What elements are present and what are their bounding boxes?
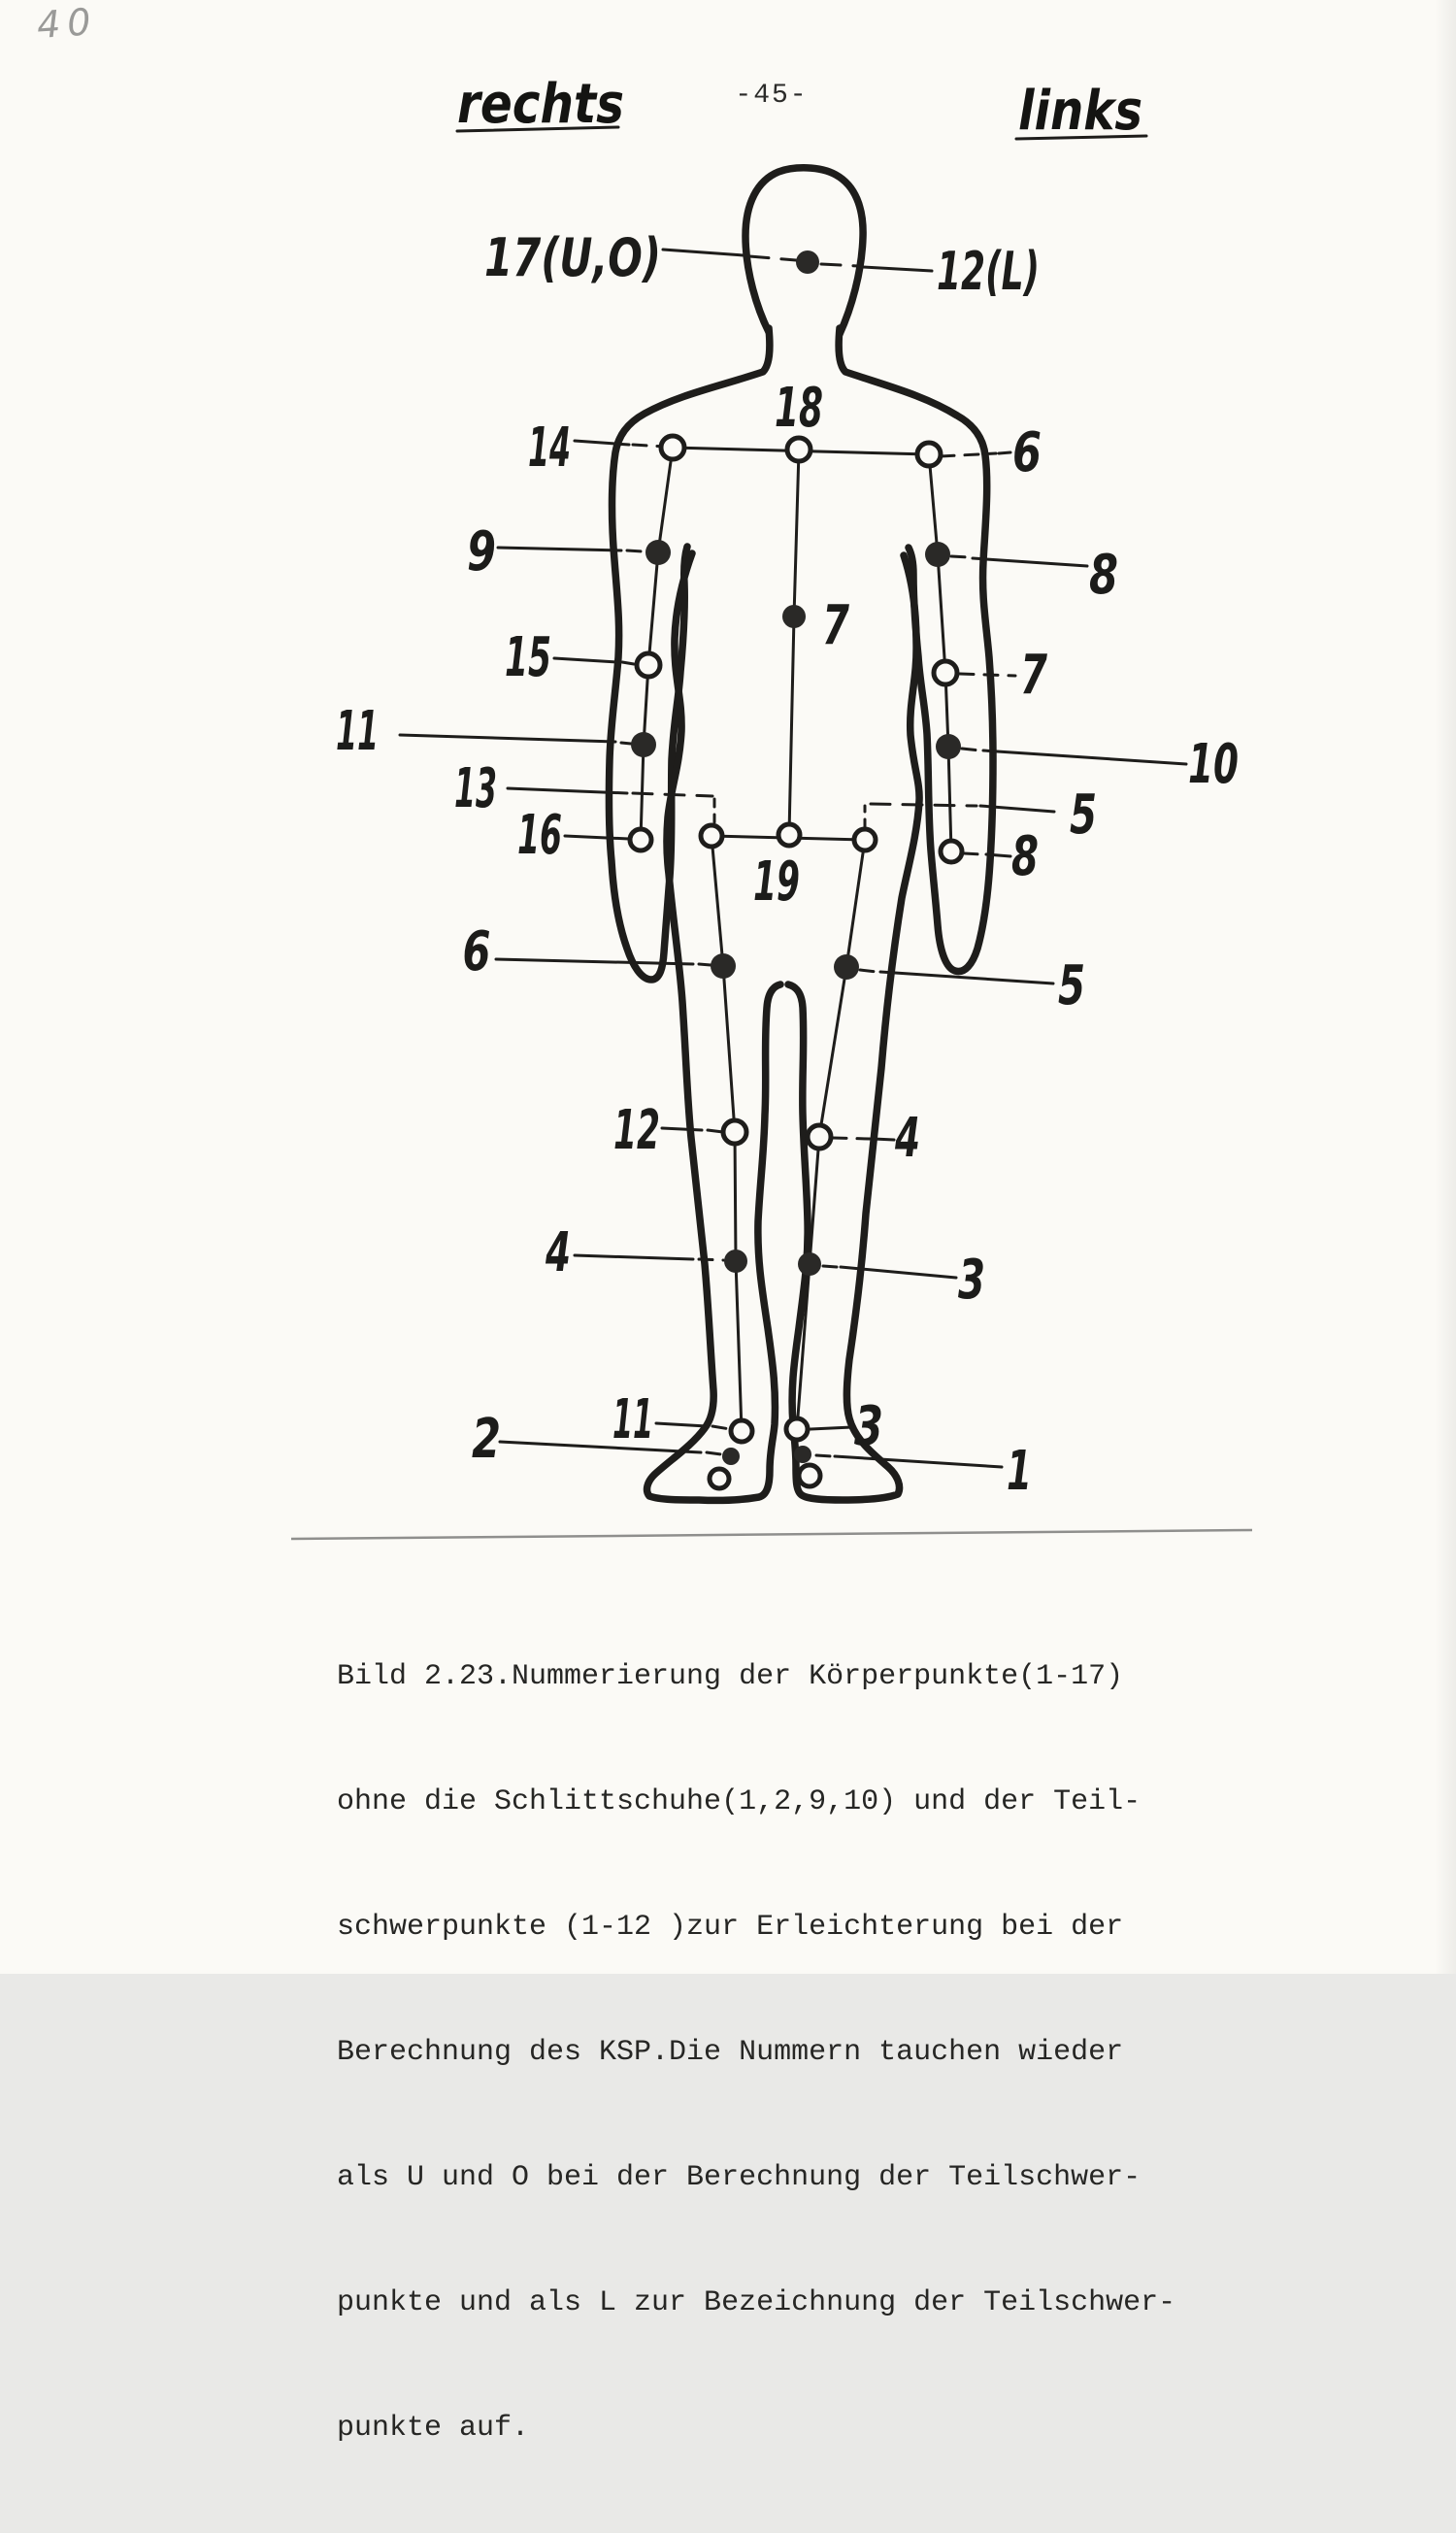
handwritten-page-number: 40 [35, 0, 99, 48]
leader-knee-l-dash [833, 1138, 870, 1139]
heading-rechts: rechts [457, 73, 624, 136]
skeleton-spine-line [789, 450, 799, 834]
leader-upper-arm-r [498, 548, 621, 550]
leader-knee-r [662, 1128, 702, 1130]
leader-hip-r-dash-h [633, 793, 712, 796]
joint-hip-right [701, 825, 722, 847]
point-forearm-right [631, 732, 656, 757]
label-ankle-left-3: 3 [854, 1395, 883, 1458]
leader-hip-l-dash-h [871, 804, 976, 806]
label-forearm-right-11: 11 [336, 700, 379, 763]
caption-line: punkte und als L zur Bezeichnung der Teilschwer- [337, 2286, 1176, 2319]
joint-heel-right [710, 1469, 729, 1488]
skeleton-left-arm-chain [929, 454, 951, 851]
leader-elbow-r-dash [622, 662, 634, 664]
joint-pelvis-center [778, 824, 800, 846]
leader-knee-l [874, 1139, 894, 1140]
point-head [796, 250, 819, 274]
joint-ankle-left [786, 1418, 808, 1440]
label-chest-7: 7 [822, 594, 850, 657]
label-calf-left-3: 3 [958, 1249, 985, 1312]
leader-calf-r [575, 1255, 693, 1259]
heading-links: links [1018, 80, 1142, 143]
label-hip-right-13: 13 [454, 757, 497, 820]
joint-knee-left [808, 1125, 831, 1149]
joint-ankle-right [731, 1420, 752, 1442]
label-elbow-right-15: 15 [505, 626, 551, 689]
leader-forearm-r [400, 735, 615, 742]
body-outline-head [745, 168, 863, 334]
scan-edge-shading [1435, 0, 1456, 1974]
body-outline-left-arm [609, 328, 770, 980]
point-calf-left [798, 1252, 821, 1276]
caption-line: ohne die Schlittschuhe(1,2,9,10) und der Teil- [337, 1785, 1142, 1818]
caption-line: Bild 2.23.Nummerierung der Körperpunkte(1-17) [337, 1660, 1124, 1693]
leader-shoulder-l [999, 452, 1010, 453]
label-thigh-right-6: 6 [462, 920, 491, 983]
leader-thigh-l-dash [860, 970, 877, 972]
caption-line: als U und O bei der Berechnung der Teilschwer- [337, 2161, 1142, 2194]
point-upper-arm-right [645, 540, 671, 565]
leader-head-l [862, 267, 932, 271]
label-ankle-right-11: 11 [612, 1388, 653, 1451]
point-thigh-right [711, 953, 736, 979]
point-calf-right [724, 1250, 747, 1273]
point-thigh-left [834, 954, 859, 980]
label-hip-left-5: 5 [1070, 783, 1097, 847]
label-foot-left-1: 1 [1007, 1440, 1032, 1503]
leader-thigh-l [880, 972, 1053, 983]
leader-elbow-r [554, 658, 617, 662]
figure-caption [337, 1573, 1210, 2533]
leader-elbow-l-dash [960, 674, 1015, 676]
joint-wrist-left [941, 841, 962, 862]
label-calf-right-4: 4 [545, 1221, 571, 1284]
body-outline-left-side [647, 553, 780, 1500]
point-foot-right [722, 1448, 740, 1465]
figure-divider-line [291, 1530, 1252, 1539]
label-wrist-left-8: 8 [1011, 825, 1039, 888]
joint-heel-left [799, 1465, 820, 1486]
leader-upper-arm-r-dash [627, 550, 643, 551]
point-forearm-left [936, 734, 961, 759]
joint-elbow-left [934, 661, 957, 684]
joint-neck [787, 438, 811, 461]
label-upper-arm-left-8: 8 [1089, 544, 1118, 607]
label-knee-left-4: 4 [894, 1107, 920, 1170]
leader-ankle-r-dash [712, 1426, 730, 1429]
leader-head-l-dash [821, 264, 858, 266]
label-upper-arm-right-9: 9 [467, 520, 496, 583]
leader-ankle-l [811, 1427, 852, 1429]
point-upper-arm-left [925, 542, 950, 567]
leader-thigh-r-dash [699, 964, 711, 965]
leader-calf-l-dash [823, 1266, 837, 1267]
body-outline-right-side [788, 555, 919, 1500]
point-foot-left [794, 1446, 811, 1463]
leader-head-uo [663, 250, 744, 255]
label-shoulder-right-14: 14 [528, 417, 571, 480]
label-shoulder-left-6: 6 [1012, 421, 1042, 484]
leader-forearm-l-dash [962, 749, 979, 750]
joint-knee-right [723, 1120, 746, 1144]
label-forearm-left-10: 10 [1188, 733, 1239, 796]
leader-head-uo-dash [749, 256, 796, 260]
leader-calf-r-dash [699, 1259, 723, 1260]
joint-elbow-right [637, 653, 660, 677]
caption-line: Berechnung des KSP.Die Nummern tauchen wieder [337, 2036, 1124, 2069]
leader-ankle-r [656, 1423, 707, 1426]
joint-hip-left [854, 829, 876, 850]
leader-upper-arm-l-dash [951, 556, 969, 557]
label-wrist-right-16: 16 [517, 804, 562, 867]
joint-shoulder-left [917, 443, 941, 466]
leader-forearm-r-dash [621, 743, 631, 744]
label-elbow-left-7: 7 [1020, 644, 1048, 707]
leader-wrist-l-dash [964, 853, 982, 854]
caption-line: schwerpunkte (1-12 )zur Erleichterung bei der [337, 1911, 1124, 1944]
leader-foot-l-dash [816, 1455, 831, 1456]
label-thigh-left-5: 5 [1058, 954, 1085, 1017]
leader-wrist-r [565, 836, 629, 839]
label-head-l: 12(L) [937, 241, 1040, 302]
label-neck-18: 18 [775, 377, 823, 440]
label-head-uo: 17(U,O) [484, 227, 661, 288]
label-foot-right-2: 2 [472, 1408, 501, 1471]
caption-line: punkte auf. [337, 2412, 530, 2445]
leader-wrist-l [986, 854, 1010, 856]
joint-shoulder-right [661, 436, 684, 459]
label-knee-right-12: 12 [613, 1099, 660, 1162]
joint-wrist-right [630, 829, 651, 850]
label-pelvis-19: 19 [753, 850, 800, 914]
leader-upper-arm-l [973, 558, 1087, 566]
point-chest [782, 605, 806, 628]
leader-foot-r-dash [707, 1452, 721, 1454]
leader-foot-r [500, 1442, 701, 1452]
leader-forearm-l [983, 750, 1186, 764]
page-number: -45- [735, 81, 809, 111]
